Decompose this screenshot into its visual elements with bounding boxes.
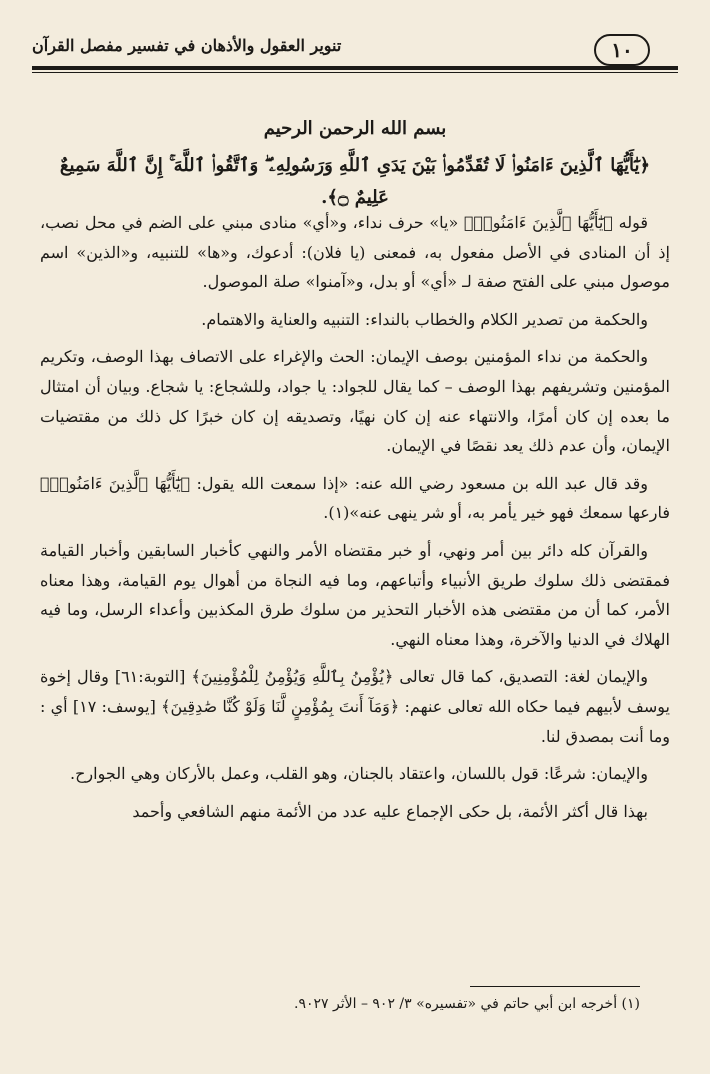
page-number: ١٠	[594, 34, 650, 66]
body-text	[40, 208, 670, 826]
paragraph: بهذا قال أكثر الأئمة، بل حكى الإجماع عليه عدد من الأئمة منهم الشافعي وأحمد	[132, 801, 648, 821]
header-rule-thin	[32, 72, 678, 73]
paragraph: والحكمة من تصدير الكلام والخطاب بالنداء: التنبيه والعناية والاهتمام.	[201, 309, 648, 329]
basmala: بسم الله الرحمن الرحيم	[263, 118, 447, 139]
verse: ﴿يَٰٓأَيُّهَا ٱلَّذِينَ ءَامَنُوا۟ لَا تُقَدِّمُوا۟ بَيْنَ يَدَىِ ٱللَّهِ وَرَسُولِهِۦ ۖ وَٱتَّقُوا۟ ٱللَّهَ ۚ إِنَّ ٱللَّهَ سَمِيعٌ عَلِيمٌ ۝﴾.	[59, 155, 651, 208]
footnote-rule	[470, 986, 640, 987]
paragraph: وقد قال عبد الله بن مسعود رضي الله عنه: «إذا سمعت الله يقول: ﴿يَٰٓأَيُّهَا ٱلَّذِينَ ءَامَنُوا۟﴾ فارعها سمعك فهو خير يأمر به، أو شر ينهى عنه»(١).	[40, 473, 670, 523]
paragraph: والإيمان لغة: التصديق، كما قال تعالى ﴿يُؤْمِنُ بِٱللَّهِ وَيُؤْمِنُ لِلْمُؤْمِنِينَ﴾ [التوبة:٦١] وقال إخوة يوسف لأبيهم فيما حكاه الله تعالى عنهم: ﴿وَمَآ أَنتَ بِمُؤْمِنٍ لَّنَا وَلَوْ كُنَّا صَٰدِقِينَ﴾ [يوسف: ١٧] أي : وما أنت بمصدق لنا.	[40, 667, 670, 746]
paragraph: والحكمة من نداء المؤمنين بوصف الإيمان: الحث والإغراء على الاتصاف بهذا الوصف، وتكريم المؤمنين وتشريفهم بهذا الوصف – كما يقال للجواد: يا جواد، وللشجاع: يا شجاع. وبيان أن امتثال ما بعده إن كان أمرًا، والانتهاء عنه إن كان نهيًا، وتصديقه إن كان خبرًا كل ذلك من مقتضيات الإيمان، وأن عدم ذلك يعد نقصًا في الإيمان.	[40, 347, 670, 456]
page-header	[32, 28, 678, 68]
footnote: (١) أخرجه ابن أبي حاتم في «تفسيره» ٣/ ٩٠٢ – الأثر ٩٠٢٧.	[294, 996, 640, 1012]
header-rule-thick	[32, 66, 678, 70]
book-title: تنوير العقول والأذهان في تفسير مفصل القرآن	[32, 36, 342, 55]
paragraph: والقرآن كله دائر بين أمر ونهي، أو خبر مقتضاه الأمر والنهي كأخبار السابقين وأخبار القيامة فمقتضى ذلك سلوك طريق الأنبياء وأتباعهم، وما فيه النجاة من أهوال يوم القيامة، وهذا معناه الأمر، كما أن من مقتضى هذه الأخبار التحذير من سلوك طرق المكذبين وأعداء الرسل، وما فيه الهلاك في الدنيا والآخرة، وهذا معناه النهي.	[40, 540, 671, 649]
paragraph: قوله ﴿يَٰٓأَيُّهَا ٱلَّذِينَ ءَامَنُوا۟﴾ «يا» حرف نداء، و«أي» منادى مبني على الضم في محل نصب، إذ أن المنادى في الأصل مفعول به، فمعنى (يا فلان): أدعوك، و«ها» للتنبيه، و«الذين» اسم موصول مبني على الفتح صفة لـ «أي» أو بدل، و«آمنوا» صلة الموصول.	[40, 213, 670, 292]
paragraph: والإيمان: شرعًا: قول باللسان، واعتقاد بالجنان، وهو القلب، وعمل بالأركان وهي الجوارح.	[70, 764, 648, 784]
